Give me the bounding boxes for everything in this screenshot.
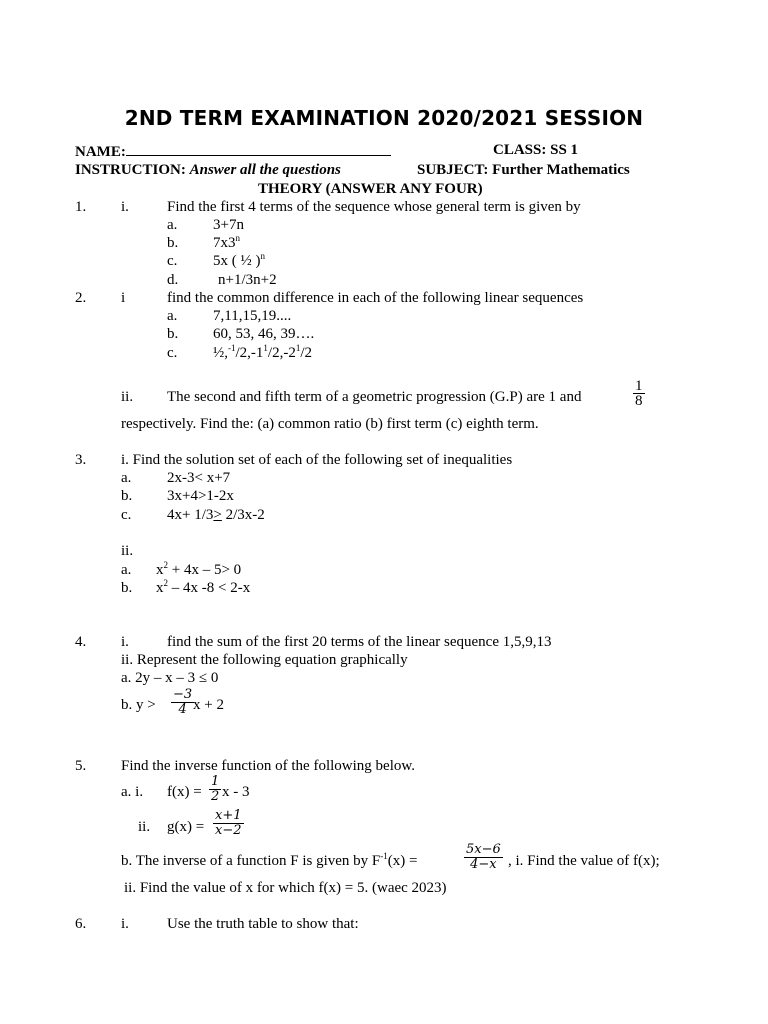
q5-ai-suffix: x - 3 bbox=[222, 784, 250, 800]
q1-b bbox=[213, 234, 240, 252]
q1-b-base: 7x3 bbox=[213, 235, 236, 251]
q5-ai-fraction bbox=[209, 775, 221, 804]
q5-aii-prefix: g(x) = bbox=[167, 819, 205, 835]
q3-c-operator: > bbox=[213, 507, 222, 523]
q2-ii-label: ii. bbox=[121, 389, 134, 405]
name-label: NAME: bbox=[75, 144, 126, 160]
q5-b-suffix: , i. Find the value of f(x); bbox=[508, 853, 660, 869]
q1-c-base: 5x ( ½ ) bbox=[213, 253, 261, 269]
q2-b: 60, 53, 46, 39…. bbox=[213, 326, 315, 342]
q3-ii-label: ii. bbox=[121, 543, 134, 559]
q2-ii-continuation: respectively. Find the: (a) common ratio (b) first term (c) eighth term. bbox=[121, 416, 539, 432]
q5-ai-denominator: 2 bbox=[211, 789, 220, 804]
q2-ii-numerator: 1 bbox=[635, 378, 643, 394]
q2-number: 2. bbox=[75, 290, 87, 306]
q1-d: n+1/3n+2 bbox=[218, 272, 277, 288]
q2-c-sup2: 1 bbox=[263, 343, 268, 353]
q4-text: find the sum of the first 20 terms of the linear sequence 1,5,9,13 bbox=[167, 634, 552, 650]
q3-text: i. Find the solution set of each of the following set of inequalities bbox=[121, 452, 513, 468]
q4-a: a. 2y – x – 3 ≤ 0 bbox=[121, 670, 219, 686]
subject-label: SUBJECT: Further Mathematics bbox=[417, 162, 630, 178]
q1-d-label: d. bbox=[167, 272, 179, 288]
class-label: CLASS: SS 1 bbox=[493, 142, 579, 158]
q3-iia-label: a. bbox=[121, 562, 132, 578]
q3-iib-label: b. bbox=[121, 580, 133, 596]
q6-number: 6. bbox=[75, 916, 87, 932]
q1-number: 1. bbox=[75, 199, 87, 215]
q5-b-mid: (x) = bbox=[387, 853, 418, 869]
exam-title: 2ND TERM EXAMINATION 2020/2021 SESSION bbox=[124, 106, 644, 130]
q6-text: Use the truth table to show that: bbox=[167, 916, 359, 932]
q2-ii-fraction bbox=[633, 379, 645, 408]
q5-number: 5. bbox=[75, 758, 87, 774]
q4-b-fraction bbox=[171, 688, 194, 717]
q3-iib-part2: – 4x -8 < 2-x bbox=[168, 580, 251, 596]
q3-a: 2x-3< x+7 bbox=[167, 470, 231, 486]
q6-sub-label: i. bbox=[121, 916, 129, 932]
q3-iia-part2: + 4x – 5> 0 bbox=[168, 562, 242, 578]
q3-iia bbox=[156, 561, 241, 579]
q5-b-ii: ii. Find the value of x for which f(x) = 5. (waec 2023) bbox=[124, 880, 447, 896]
instruction-line bbox=[75, 161, 341, 179]
q3-iib bbox=[156, 579, 250, 597]
q3-b-label: b. bbox=[121, 488, 133, 504]
q4-b-denominator: 4 bbox=[178, 702, 187, 717]
q3-iib-exponent: 2 bbox=[163, 578, 168, 588]
q5-b-exponent: -1 bbox=[380, 851, 388, 861]
q4-b-prefix: b. y > bbox=[121, 697, 156, 713]
q5-ai-prefix: f(x) = bbox=[167, 784, 202, 800]
q4-b-numerator: −3 bbox=[173, 687, 193, 702]
name-field bbox=[75, 141, 391, 161]
q4-number: 4. bbox=[75, 634, 87, 650]
q1-b-label: b. bbox=[167, 235, 179, 251]
q2-c-label: c. bbox=[167, 345, 178, 361]
q3-a-label: a. bbox=[121, 470, 132, 486]
q3-number: 3. bbox=[75, 452, 87, 468]
q5-aii-denominator: x−2 bbox=[215, 823, 242, 838]
q2-ii-text: The second and fifth term of a geometric progression (G.P) are 1 and bbox=[167, 389, 582, 405]
q2-c-sup1: -1 bbox=[228, 343, 236, 353]
q5-b bbox=[121, 852, 417, 870]
q4-ii-text: ii. Represent the following equation graphically bbox=[121, 652, 408, 668]
q2-a-label: a. bbox=[167, 308, 178, 324]
q2-c bbox=[213, 344, 312, 362]
q5-ai-numerator: 1 bbox=[211, 774, 220, 789]
q5-b-fraction bbox=[464, 843, 503, 872]
q3-c-part1: 4x+ 1/3 bbox=[167, 507, 214, 523]
q3-c bbox=[167, 506, 265, 524]
q3-c-part2: 2/3x-2 bbox=[221, 507, 265, 523]
q2-text: find the common difference in each of the following linear sequences bbox=[167, 290, 584, 306]
q2-c-part3: /2,-2 bbox=[267, 345, 296, 361]
q2-b-label: b. bbox=[167, 326, 179, 342]
q1-sub-label: i. bbox=[121, 199, 129, 215]
q2-sub-label: i bbox=[121, 290, 126, 306]
q2-c-part1: ½, bbox=[213, 345, 228, 361]
q2-c-part4: /2 bbox=[300, 345, 313, 361]
instruction-text: Answer all the questions bbox=[189, 162, 341, 178]
q4-sub-label: i. bbox=[121, 634, 129, 650]
q4-b-suffix: x + 2 bbox=[193, 697, 224, 713]
q5-b-denominator: 4−x bbox=[470, 857, 497, 872]
q1-a: 3+7n bbox=[213, 217, 244, 233]
q1-c-label: c. bbox=[167, 253, 178, 269]
q5-b-prefix: b. The inverse of a function F is given by F bbox=[121, 853, 381, 869]
q1-b-exponent: n bbox=[235, 233, 240, 243]
q1-c-exponent: n bbox=[260, 251, 265, 261]
q3-iib-part1: x bbox=[156, 580, 164, 596]
section-heading: THEORY (ANSWER ANY FOUR) bbox=[258, 181, 483, 197]
q5-aii-numerator: x+1 bbox=[215, 808, 242, 823]
q3-c-label: c. bbox=[121, 507, 132, 523]
instruction-label: INSTRUCTION: bbox=[75, 162, 186, 178]
q5-text: Find the inverse function of the following below. bbox=[121, 758, 415, 774]
q3-iia-exponent: 2 bbox=[163, 560, 168, 570]
q2-ii-denominator: 8 bbox=[635, 393, 643, 409]
q3-iia-part1: x bbox=[156, 562, 164, 578]
q1-a-label: a. bbox=[167, 217, 178, 233]
q5-ai-label: a. i. bbox=[121, 784, 144, 800]
q2-a: 7,11,15,19.... bbox=[213, 308, 292, 324]
q1-c bbox=[213, 252, 265, 270]
q5-b-numerator: 5x−6 bbox=[466, 842, 501, 857]
q1-text: Find the first 4 terms of the sequence whose general term is given by bbox=[167, 199, 581, 215]
q3-b: 3x+4>1-2x bbox=[167, 488, 234, 504]
name-underline bbox=[126, 141, 391, 156]
q2-c-part2: /2,-1 bbox=[235, 345, 264, 361]
q2-c-sup3: 1 bbox=[295, 343, 301, 353]
q5-aii-fraction bbox=[213, 809, 244, 838]
q5-aii-label: ii. bbox=[138, 819, 151, 835]
